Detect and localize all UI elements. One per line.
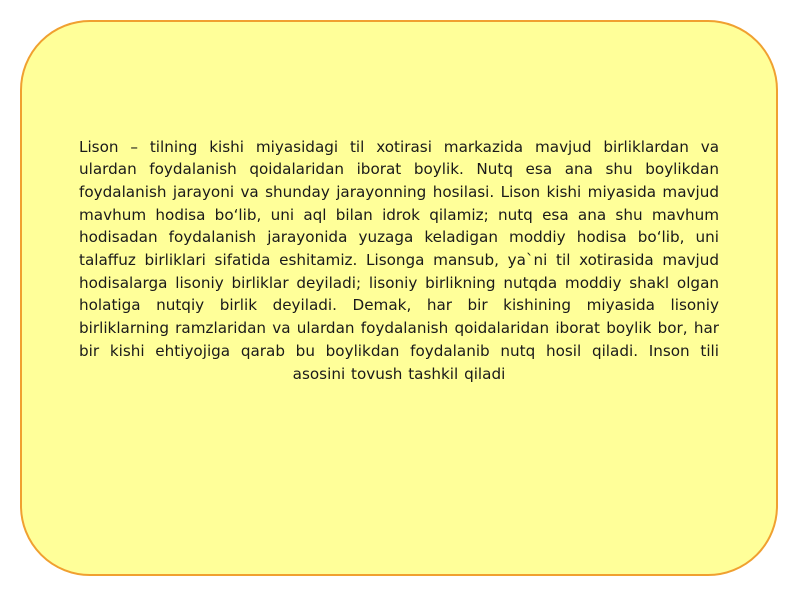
text-card [20, 20, 778, 576]
body-paragraph: Lison – tilning kishi miyasidagi til xotirasi markazida mavjud birliklardan va ulardan foydalanish qoidalaridan iborat boylik. Nutq esa ana shu boylikdan foydalanish jarayoni va shunday jarayonning hosilasi. Lison kishi miyasida mavjud mavhum hodisa bo‘lib, uni aql bilan idrok qilamiz; nutq esa ana shu mavhum hodisadan foydalanish jarayonida yuzaga keladigan moddiy hodisa bo‘lib, uni talaffuz birliklari sifatida eshitamiz. Lisonga mansub, ya`ni til xotirasida mavjud hodisalarga lisoniy birliklar deyiladi; lisoniy birlikning nutqda moddiy shakl olgan holatiga nutqiy birlik deyiladi. Demak, har bir kishining miyasida lisoniy birliklarning ramzlaridan va ulardan foydalanish qoidalaridan iborat boylik bor, har bir kishi ehtiyojiga qarab bu boylikdan foydalanib nutq hosil qiladi. Inson tili asosini tovush tashkil qiladi [79, 137, 719, 383]
